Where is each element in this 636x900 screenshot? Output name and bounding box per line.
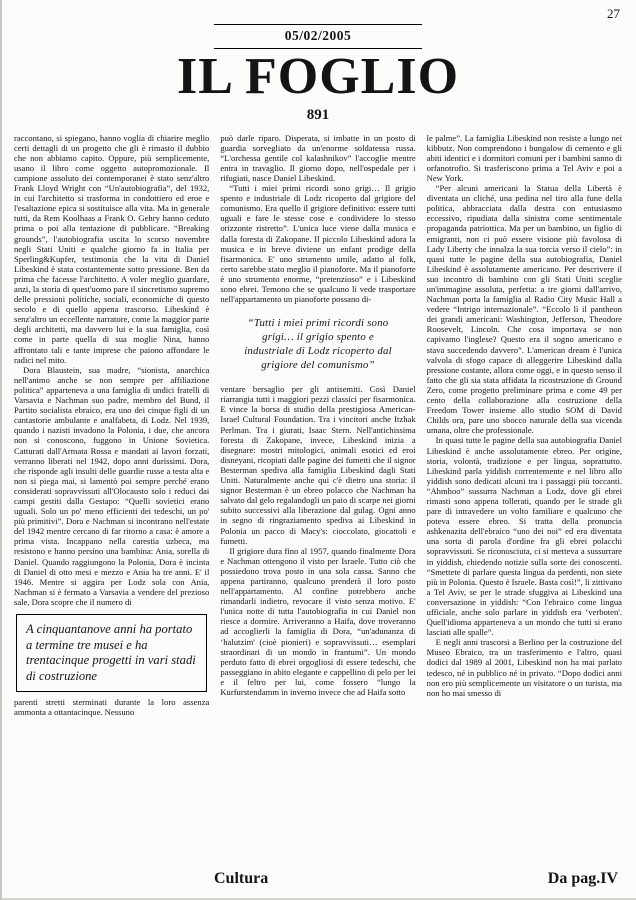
article-paragraph: Il grigiore dura fino al 1957, quando finalmente Dora e Nachman ottengono il visto per Israele. Tutto ciò che possiedono trova posto in una sola cassa. Sanno che appena partiranno, qualcuno prenderà il loro posto nell'appartamento. Al confine potrebbero anche rimandarli indietro, revocare il visto senza motivo. E' l'unica notte di tutta l'autobiografia in cui Daniel non riesce a dormire. Arriveranno a Haifa, dove troveranno ad accoglierli la famiglia di Dora, “un'adunanza di ‘halutzim' (cioè pionieri) e sopravvissuti… esemplari straordinari di un mondo in frantumi”. Un mondo perduto fatto di ebrei orgogliosi di essere tedeschi, che passeggiano in abito elegante e cappellino di pelo per lei e il feltro per lui, come fossero “lungo la Kurfurstendamm in inverno invece che ad Haifa sotto <box>220 545 416 697</box>
page-number: 27 <box>607 6 620 21</box>
article-paragraph: ventare bersaglio per gli antisemiti. Così Daniel riarrangia tutti i maggiori pezzi classici per fisarmonica. E vince la borsa di studio della prestigiosa American-Israel Cultural Foundation. Tra i vincitori anche Itzhak Perlman. Tra i giurati, Isaac Stern. Nell'antichissima foresta di Zakopane, invece, Libeskind inizia a disegnare: mostri mitologici, animali esotici ed eroi disneyani, ricopiati dalle pagine dei fumetti che il signor Besterman spediva alla famiglia Libeskind dagli Stati Uniti. Naturalmente anche qui c'è dietro una storia: il signor Besterman è un ebreo polacco che Nachman ha salvato dal gelo regalandogli un paio di scarpe nei giorni subito successivi alla liberazione dal gulag. Ogni anno in segno di ringraziamento spediva ai Libeskind in Polonia un pacco di Macy's: cioccolato, giocattoli e fumetti. <box>220 384 416 546</box>
article-paragraph: può darle riparo. Disperata, si imbatte in un posto di guardia sorvegliato da un'enorme soldatessa russa. “L'orchessa gentile col kalashnikov” l'accoglie mentre entra in travaglio. Il giorno dopo, nell'ospedale per i rifugiati, nasce Daniel Libeskind. <box>220 132 416 183</box>
article-paragraph: parenti stretti sterminati durante la loro assenza ammonta a ottantacinque. Nessuno <box>14 697 210 718</box>
article-paragraph: In quasi tutte le pagine della sua autobiografia Daniel Libeskind è anche assolutamente ebreo. Per origine, storia, volontà, tradizione e per lingua, soprattutto. Libeskind parla yiddish correntemente e nel libro allo yiddish sono dedicati alcuni tra i passaggi più toccanti. “Ahmhoo” sussurra Nachman a Lodz, dove gli ebrei rimasti sono appena tollerati, quando per le strade gli pare di intravedere un volto familiare e qualcuno che poteva essere ebreo. Si tratta della pronuncia ashkenazita dell'ebraico “uno dei noi” ed era diventata una sorta di parola d'ordine fra gli ebrei polacchi sopravvissuti. Se riconosciuta, ci si metteva a sussurrare in yiddish, chiedendo notizie sulla sorte dei conoscenti. “Smettete di parlare questa lingua da perdenti, non siete più in Polonia. Questo è Israele. Basta così!”, li zittivano a Tel Aviv, se per le strade sfuggiva ai Libeskind una conversazione in yiddish: “Con l'ebraico come lingua ufficiale, anche solo parlare in yiddish era ‘verboten'. Quell'idioma apparteneva a un mondo che tutti si erano lasciati alle spalle”. <box>426 435 622 638</box>
pull-quote: “Tutti i miei primi ricordi sono grigi… il grigio spento e industriale di Lodz ricoperto dal grigiore del comunismo” <box>244 317 392 372</box>
article-paragraph: E negli anni trascorsi a Berlino per la costruzione del Museo Ebraico, tra un trasferimento e l'altro, quasi dodici dal 1989 al 2001, Libeskind non ha mai parlato tedesco, né in pubblico né in privato. “Dopo dodici anni non ero più semplicemente un visitatore o un turista, ma non ho mai smesso di <box>426 637 622 698</box>
newspaper-title: IL FOGLIO <box>176 48 460 105</box>
section-label: Cultura <box>214 870 269 887</box>
article-paragraph: raccontano, si spiegano, hanno voglia di chiarire meglio certi dettagli di un progetto che gli è rimasto il dubbio che non abbiamo capito. Oppure, più semplicemente, usano il libro come oggetto autopromozionale. Il campione assoluto dei contemporanei è stato senz'altro Frank Lloyd Wright con “Un'autobiografia”, del 1932, in cui l'architetto si trasforma in condottiero ed eroe e l'esaltazione epica si sostituisce alla vita. Ma in generale tutti, da Rem Koolhaas a Frank O. Gehry hanno ceduto prima o poi alla tentazione di pubblicare. “Breaking grounds”, l'autobiografia uscita lo scorso novembre negli Stati Uniti e qualche giorno fa in Italia per Sperling&Kupfer, testimonia che la vita di Daniel Libeskind è stata costantemente sotto pressione. Ben da prima che facesse l'architetto. A voler meglio guardare, anzi, la storia di quest'uomo pare il sincretismo supremo delle pressioni politiche, sociali, economiche di questo secolo e di quello appena trascorso. Libeskind è senz'altro un eccellente narratore, come la maggior parte degli architetti, ma davvero lui e la sua famiglia, così come in parte quella di sua moglie Nina, hanno affrontato tali e tante imprese che paiono affondare le radici nel mito. <box>14 132 210 365</box>
article-paragraph: “Per alcuni americani la Statua della Libertà è diventata un cliché, una pedina nel tiro alla fune della politica, abbracciata dalla destra con entusiasmo eccessivo, ripudiata dalla sinistra come sentimentale propaganda patriottica. Ma per un bambino, un figlio di emigranti, non ci può essere visione più favolosa di Lady Liberty che innalza la sua torcia verso il cielo”: in quasi tutte le pagine della sua autobiografia, Daniel Libeskind è assolutamente americano. Per descrivere il suo incontro di bambino con gli Stati Uniti sceglie un'immagine assoluta, perfetta: a tre giorni dall'arrivo, Nachman porta la famiglia al Radio City Music Hall a vedere “Intrigo internazionale”. “Eccolo lì il pantheon dei grandi americani: Washington, Jefferson, Theodore Roosevelt, Lincoln. Che cosa importava se non capivamo l'inglese? Questo era il sogno americano e stava succedendo davvero”. L'american dream è l'unica valvola di sfogo capace di alleggerire Libeskind dalla pressione costante, allora come oggi, e in questo senso il fatto che gli sia stata affidata la ricostruzione di Ground Zero, come progetto preliminare prima e come 49 per cento della collaborazione alla costruzione della Freedom Tower insieme allo studio SOM di David Childs ora, pare uno sbocco naturale della sua vicenda umana, oltre che professionale. <box>426 183 622 436</box>
issue-number: 891 <box>306 106 330 123</box>
article-column-1 <box>14 133 209 852</box>
masthead-header <box>0 0 636 124</box>
article-columns <box>0 124 636 852</box>
article-paragraph: Dora Blaustein, sua madre, “sionista, anarchica nell'animo anche se non sempre per affiliazione politica” apparteneva a una famiglia di undici fratelli di Varsavia e Nachman suo padre, membro del Bund, il Partito socialista ebraico, era uno dei cinque figli di un cantastorie ambulante e analfabeta, di Lodz. Nel 1939, quando i nazisti invadono la Polonia, i due, che ancora non si conoscono, fuggono in Unione Sovietica. Catturati dall'Armata Rossa e mandati ai lavori forzati, verranno liberati nel 1942, dopo anni durissimi. Dora, che risponde agli insulti delle guardie russe a testa alta e non si piega mai, si lamentò poi sempre perché erano considerati sopravvissuti all'Olocausto solo i reduci dai campi gestiti dalla Gestapo: “Quelli sovietici erano uguali. Solo un po' meno efficienti dei tedeschi, un po' più primitivi”. Dora e Nachman si incontrano nell'estate del 1942 mentre cercano di far ritorno a casa: è amore a prima vista. Incappano nella carestia uzbeca, ma resistono e hanno persino una bambina: Ania, sorella di Daniel. Quando raggiungono la Polonia, Dora è incinta di Daniel di otto mesi e mezzo e Ania ha tre anni. E' il 1946. Mentre si aggira per Lodz sola con Ania, Nachman si è fermato a Varsavia a vendere del prezioso sale, Dora scopre che il numero di <box>14 364 210 607</box>
issue-date: 05/02/2005 <box>284 28 352 43</box>
article-paragraph: “Tutti i miei primi ricordi sono grigi… Il grigio spento e industriale di Lodz ricoperto dal grigiore del comunismo. Era quello il grigiore definitivo: essere tutti uguali e fare le stesse cose e condividere lo stesso orizzonte ristretto”. L'unica luce viene dalla musica e dalla foresta di Zakopane. Il piccolo Libeskind adora la musica e in breve diviene un enfant prodige della fisarmonica. E' uno strumento umile, adatto al folk, certo sarebbe stato meglio il pianoforte. Ma il pianoforte è uno strumento enorme, “pretenzioso” e i Libeskind sono ebrei. Temono che se qualcuno li vede trasportare nell'appartamento un pianoforte possano di- <box>220 183 416 305</box>
article-column-2 <box>220 133 415 852</box>
continued-from-label: Da pag.IV <box>547 870 618 887</box>
highlight-box: A cinquantanove anni ha portato a termine tre musei e ha trentacinque progetti in vari stadi di costruzione <box>16 614 207 692</box>
date-band <box>214 24 422 49</box>
article-paragraph: le palme”. La famiglia Libeskind non resiste a lungo nei kibbutz. Non comprendono i bungalow di cemento e gli abiti identici e i dormitori comuni per i bambini sanno di orfanotrofio. Si trasferiscono prima a Tel Aviv e poi a New York. <box>426 132 622 183</box>
article-column-3 <box>427 133 622 852</box>
